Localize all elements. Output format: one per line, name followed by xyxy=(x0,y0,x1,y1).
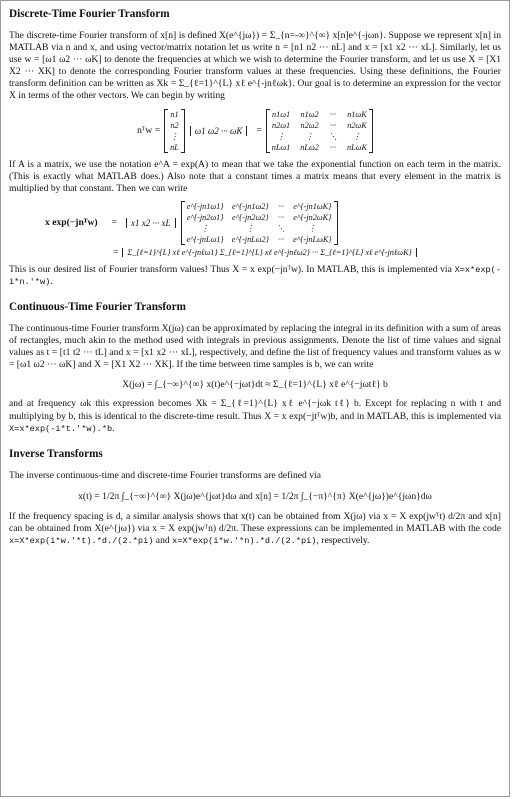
dtft-matlab-code: X=x*exp(-i*n.'*w) xyxy=(9,264,501,287)
ntw-matrix-cell: n1ωK xyxy=(347,109,367,119)
ntw-matrix-cell: n1ω2 xyxy=(300,109,319,119)
exp-matrix-cell: e^{-jnLωK} xyxy=(293,234,332,244)
ctft-matlab-code: X=x*exp(-i*t.'*w).*b xyxy=(9,423,113,434)
fourier-values-row: Σ_{ℓ=1}^{L} xℓ e^{-jnℓω1} Σ_{ℓ=1}^{L} xℓ e^{-jnℓω2} ··· Σ_{ℓ=1}^{L} xℓ e^{-jnℓωK} xyxy=(122,248,416,257)
ntw-matrix-cell: ⋮ xyxy=(352,131,362,141)
exp-matrix-cell: e^{-jn1ω1} xyxy=(186,201,224,211)
n-vector-cell: n2 xyxy=(170,120,179,130)
dtft-result-text: This is our desired list of Fourier transform values! Thus X = x exp(−jnᵀw). In MATLAB, this is implemented via xyxy=(9,263,455,275)
equation-ntw: nᵀw = n1 n2 ⋮ nL ω1 ω2 ··· ωK = n1ω1 n1ω2 ··· n1ωK n2ω1 n2ω2 ··· n2ωK ⋮ ⋮ ⋱ ⋮ nLω1 nLω2 ··· nLωK xyxy=(9,109,501,153)
section-title-dtft: Discrete-Time Fourier Transform xyxy=(9,8,170,20)
inverse-intro-paragraph: The inverse continuous-time and discrete-time Fourier transforms are defined via xyxy=(9,469,321,481)
ntw-matrix-cell: ··· xyxy=(329,142,336,152)
ntw-matrix-cell: n2ω1 xyxy=(272,120,291,130)
exp-matrix-cell: e^{-jnLω2} xyxy=(231,234,269,244)
equation-ntw-lhs: nᵀw = xyxy=(137,125,161,137)
equation-xexp-result: = Σ_{ℓ=1}^{L} xℓ e^{-jnℓω1} Σ_{ℓ=1}^{L} xℓ e^{-jnℓω2} ··· Σ_{ℓ=1}^{L} xℓ e^{-jnℓωK} xyxy=(9,247,501,258)
ntw-matrix-cell: ··· xyxy=(329,109,336,119)
inverse-ct-matlab-code: x=X*exp(i*w.'*t).*d./(2.*pi) xyxy=(9,535,154,546)
ntw-matrix-cell: n2ω2 xyxy=(300,120,319,130)
ntw-matrix-cell: n2ωK xyxy=(347,120,367,130)
exp-matrix-cell: e^{-jnLω1} xyxy=(186,234,224,244)
ctft-result-text: and at frequency ωk this expression becomes Xk = Σ_{ℓ=1}^{L} xℓ e^{−jωk tℓ} b. Except for replacing n with t and multiplying by b, this is identical to the discrete-time result. Thus X = x exp(−jtᵀw)b, and in MATLAB, this is implemented via xyxy=(9,398,501,422)
ntw-matrix-cell: ⋮ xyxy=(276,131,286,141)
n-vector-cell: n1 xyxy=(170,109,179,119)
section-title-ctft: Continuous-Time Fourier Transform xyxy=(9,301,186,314)
dtft-result-paragraph xyxy=(9,264,501,288)
exp-matrix-cell: ··· xyxy=(277,212,285,222)
n-column-vector xyxy=(164,109,185,153)
ntw-matrix-cell: nLωK xyxy=(347,142,367,152)
exp-matrix-cell: ⋮ xyxy=(308,223,317,233)
n-vector-cell: nL xyxy=(170,142,179,152)
exp-matrix-cell: e^{-jn2ω1} xyxy=(186,212,224,222)
dtft-result-end: . xyxy=(50,275,53,287)
exp-matrix-cell: ··· xyxy=(277,234,285,244)
ctft-approximation-equation: X(jω) = ∫_{−∞}^{∞} x(t)e^{−jωt}dt ≈ Σ_{ℓ=1}^{L} xℓ e^{−jωtℓ} b xyxy=(122,379,388,391)
exp-matrix-cell: e^{-jn1ωK} xyxy=(293,201,332,211)
equation-xexp xyxy=(9,201,501,245)
ntw-product-matrix xyxy=(266,109,373,153)
exp-matrix-cell: ⋮ xyxy=(246,223,255,233)
exp-matrix-cell: e^{-jn2ωK} xyxy=(293,212,332,222)
matrix-exponential-paragraph: If A is a matrix, we use the notation e^A = exp(A) to mean that we take the exponential function on each term in the matrix. (This is exactly what MATLAB does.) Also note that a constant times a matrix means that every element in the matrix is multiplied by that constant. Then we can write xyxy=(9,158,501,194)
inverse-result-and: and xyxy=(153,534,173,546)
x-row-vector: x1 x2 ··· xL xyxy=(126,218,176,228)
ntw-matrix-cell: n1ω1 xyxy=(272,109,291,119)
w-row-vector: ω1 ω2 ··· ωK xyxy=(190,126,248,136)
ctft-intro-paragraph: The continuous-time Fourier transform X(jω) can be approximated by replacing the integral in its definition with a sum of areas of rectangles, much akin to the method used with integrals in previous assignments. Denote the list of time values and signal values as t = [t1 t2 ··· tL] and x = [x1 x2 ··· xL], respectively, and define the list of frequency values and transform values as w = [ω1 ω2 ··· ωK] and X = [X1 X2 ··· XK]. If the time between time samples is b, we can write xyxy=(9,323,501,371)
ctft-result-paragraph xyxy=(9,398,501,434)
ntw-matrix-cell: ⋱ xyxy=(328,131,338,141)
equation-xexp-equals: = xyxy=(111,217,118,229)
exp-matrix-cell: e^{-jn1ω2} xyxy=(231,201,269,211)
exp-matrix-cell: e^{-jn2ω2} xyxy=(231,212,269,222)
ntw-matrix-cell: nLω1 xyxy=(271,142,291,152)
exp-matrix-cell: ··· xyxy=(277,201,285,211)
inverse-result-end: , respectively. xyxy=(316,534,370,546)
dtft-intro-paragraph: The discrete-time Fourier transform of x[n] is defined X(e^{jω}) = Σ_{n=-∞}^{∞} x[n]e^{-jωn}. Suppose we represent x[n] in MATLAB via n and x, and using vector/matrix notation let us write n = [n1 n2 ··· nL] and x = [x1 x2 ··· xL]. Similarly, let us use w = [ω1 ω2 ··· ωK] to denote the frequencies at which we wish to determine the Fourier transform, and let us use X = [X1 X2 ··· XK] to denote the corresponding Fourier transform values at these frequencies. Using these definitions, the Fourier transform definition can be written as Xk = Σ_{ℓ=1}^{L} xℓ e^{-jnℓωk}. Our goal is to determine an expression for the vector X in terms of the other vectors. We can begin by writing xyxy=(9,30,501,102)
ntw-matrix-cell: ··· xyxy=(329,120,336,130)
n-vector-cell: ⋮ xyxy=(170,131,179,141)
section-title-inverse: Inverse Transforms xyxy=(9,447,103,460)
equation-xexp-lhs: x exp(−jnᵀw) xyxy=(45,217,98,229)
inverse-result-text: If the frequency spacing is d, a similar analysis shows that x(t) can be obtained from X(jω) via x = X exp(jwᵀt) d/2π and x[n] can be obtained from X(e^{jω}) via x = X exp(jwᵀn) d/2π. These expressions can be implemented in MATLAB with the code xyxy=(9,510,501,534)
exp-matrix-cell: ⋱ xyxy=(276,223,286,233)
ntw-matrix-cell: ⋮ xyxy=(305,131,314,141)
exponential-matrix xyxy=(181,201,338,245)
ctft-result-end: . xyxy=(112,422,115,434)
ntw-matrix-cell: nLω2 xyxy=(300,142,319,152)
exp-matrix-cell: ⋮ xyxy=(201,223,210,233)
inverse-transform-equations: x(t) = 1/2π ∫_{−∞}^{∞} X(jω)e^{jωt}dω and x[n] = 1/2π ∫_{−π}^{π} X(e^{jω})e^{jωn}dω xyxy=(78,490,432,502)
inverse-dt-matlab-code: x=X*exp(i*w.'*n).*d./(2.*pi) xyxy=(172,535,317,546)
inverse-result-paragraph xyxy=(9,511,501,547)
